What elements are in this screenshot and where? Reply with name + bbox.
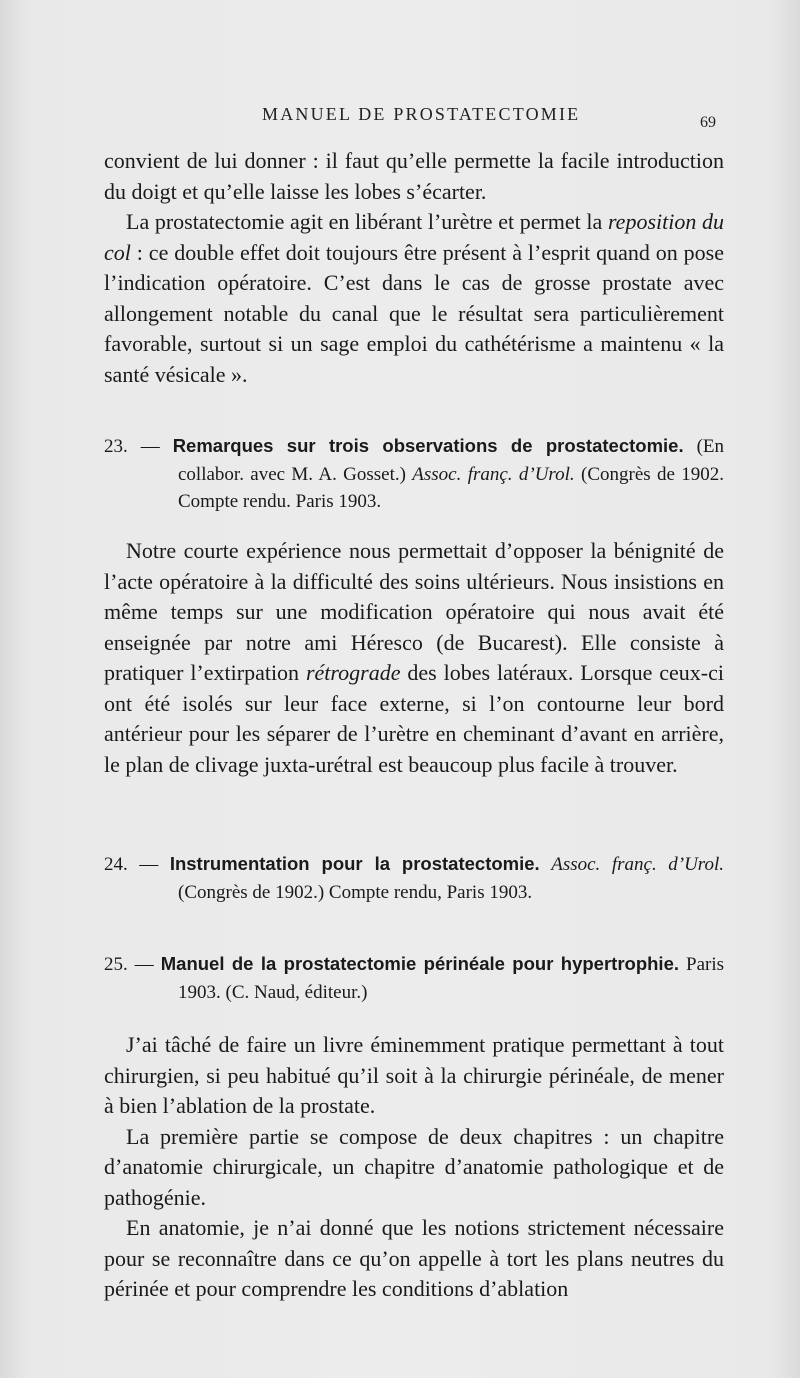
paragraph-summary: Notre courte expérience nous permettait d’opposer la bénignité de l’acte opératoire à la difficulté des soins ultérieurs. Nous insistions en même temps sur une modification opératoire qui nous avait été enseignée par notre ami Héresco (de Bucarest). Elle consiste à pratiquer l’extirpation rétrograde des lobes latéraux. Lorsque ceux-ci ont été isolés sur leur face externe, si l’on contourne leur bord antérieur pour les séparer de l’urètre en cheminant d’avant en arrière, le plan de clivage juxta-urétral est beaucoup plus facile à trouver. xyxy=(104,538,724,777)
paragraph-anatomy: En anatomie, je n’ai donné que les notions strictement nécessaire pour se reconnaître dans ce qu’on appelle à tort les plans neutres du périnée et pour comprendre les conditions d’ablation xyxy=(104,1215,724,1301)
paragraph-continuation: convient de lui donner : il faut qu’elle permette la facile introduction du doigt et qu’elle laisse les lobes s’écarter. xyxy=(104,148,724,204)
running-title: MANUEL DE PROSTATECTOMIE xyxy=(262,104,581,124)
entry-title: Remarques sur trois observations de prostatectomie. xyxy=(172,435,684,456)
entry-number: 23. — xyxy=(104,436,173,457)
bibliography-entry-25: 25. — Manuel de la prostatectomie périnéale pour hypertrophie. Paris 1903. (C. Naud, éditeur.) xyxy=(104,953,724,1003)
bibliography-entry-24: 24. — Instrumentation pour la prostatectomie. Assoc. franç. d’Urol. (Congrès de 1902.) Compte rendu, Paris 1903. xyxy=(104,853,725,903)
paragraph-purpose: J’ai tâché de faire un livre éminemment pratique permettant à tout chirurgien, si peu habitué qu’il soit à la chirurgie périnéale, de mener à bien l’ablation de la prostate. xyxy=(104,1032,724,1118)
italic-term: rétrograde xyxy=(305,660,401,685)
page-number: 69 xyxy=(700,114,716,131)
entry-number: 25. — xyxy=(104,954,161,975)
intro-paragraphs xyxy=(104,146,724,390)
entry-title: Manuel de la prostatectomie périnéale pour hypertrophie. xyxy=(160,953,679,974)
entry-title: Instrumentation pour la prostatectomie. xyxy=(169,853,540,874)
journal-name: Assoc. franç. d’Urol. xyxy=(412,463,575,485)
italic-term: reposition du col xyxy=(104,209,724,265)
paragraph-first-part: La première partie se compose de deux chapitres : un chapitre d’anatomie chirurgicale, un chapitre d’anatomie pathologique et de pathogénie. xyxy=(104,1123,724,1210)
entry-23-summary xyxy=(104,536,724,780)
entry-number: 24. — xyxy=(104,854,170,875)
journal-name: Assoc. franç. d’Urol. xyxy=(551,854,725,875)
paragraph-reposition: La prostatectomie agit en libérant l’urètre et permet la reposition du col : ce double effet doit toujours être présent à l’esprit quand on pose l’indication opératoire. C’est dans le cas de grosse prostate avec allongement notable du canal que le résultat sera particulièrement favorable, surtout si un sage emploi du cathétérisme a maintenu « la santé vésicale ». xyxy=(104,209,724,387)
bibliography-entry-23: 23. — Remarques sur trois observations de prostatectomie. (En collabor. avec M. A. Gosset.) Assoc. franç. d’Urol. (Congrès de 1902. Compte rendu. Paris 1903. xyxy=(104,435,725,512)
entry-25-summary xyxy=(104,1030,724,1305)
page-header xyxy=(0,104,800,134)
